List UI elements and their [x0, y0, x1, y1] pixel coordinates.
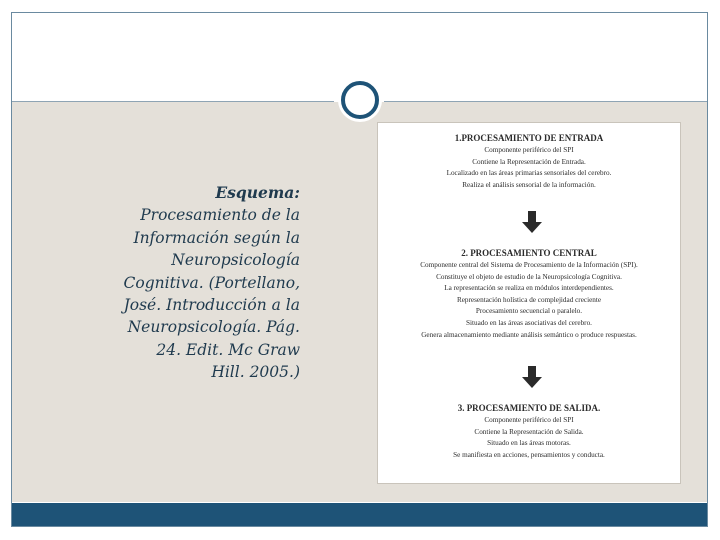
- section-item: Representación holística de complejidad creciente: [456, 295, 602, 304]
- section-item: Contiene la Representación de Entrada.: [472, 157, 586, 166]
- section-item: Constituye el objeto de estudio de la Neuropsicología Cognitiva.: [436, 272, 622, 281]
- input-processing-block: [378, 132, 680, 191]
- header-divider-left: [12, 101, 334, 102]
- footer-bar: [12, 503, 707, 526]
- section-heading: 3. PROCESAMIENTO DE SALIDA.: [457, 403, 601, 413]
- section-item: Situado en las áreas motoras.: [487, 439, 571, 448]
- processing-schema: [378, 123, 680, 483]
- section-heading: 1.PROCESAMIENTO DE ENTRADA: [454, 133, 604, 143]
- down-arrow-icon: [524, 366, 540, 388]
- section-item: La representación se realiza en módulos interdependientes.: [444, 284, 614, 293]
- section-item: Componente periférico del SPI: [484, 146, 574, 154]
- section-item: Se manifiesta en acciones, pensamientos y conducta.: [453, 450, 605, 459]
- section-item: Componente periférico del SPI: [484, 416, 574, 424]
- caption-body: Procesamiento de la Información según la Neuropsicología Cognitiva. (Portellano, José. Introducción a la Neuropsicología. Pág. 24. Edit. Mc Graw Hill. 2005.): [123, 206, 300, 382]
- output-processing-block: [378, 402, 680, 461]
- section-item: Realiza el análisis sensorial de la información.: [462, 180, 596, 189]
- header-divider-right: [384, 101, 707, 102]
- schema-figure: [377, 122, 681, 484]
- figure-caption: [120, 182, 300, 384]
- section-item: Localizado en las áreas primarias sensoriales del cerebro.: [446, 169, 612, 178]
- down-arrow-icon: [524, 211, 540, 233]
- section-heading: 2. PROCESAMIENTO CENTRAL: [461, 248, 597, 258]
- section-item: Procesamiento secuencial o paralelo.: [475, 307, 583, 316]
- circle-ornament-icon: [338, 78, 382, 122]
- section-item: Situado en las áreas asociativas del cerebro.: [466, 318, 592, 327]
- section-item: Genera almacenamiento mediante análisis semántico o produce respuestas.: [421, 330, 637, 339]
- section-item: Componente central del Sistema de Procesamiento de la Información (SPI).: [420, 261, 638, 269]
- central-processing-block: [378, 247, 680, 341]
- section-item: Contiene la Representación de Salida.: [474, 427, 584, 436]
- caption-title: Esquema:: [215, 183, 300, 202]
